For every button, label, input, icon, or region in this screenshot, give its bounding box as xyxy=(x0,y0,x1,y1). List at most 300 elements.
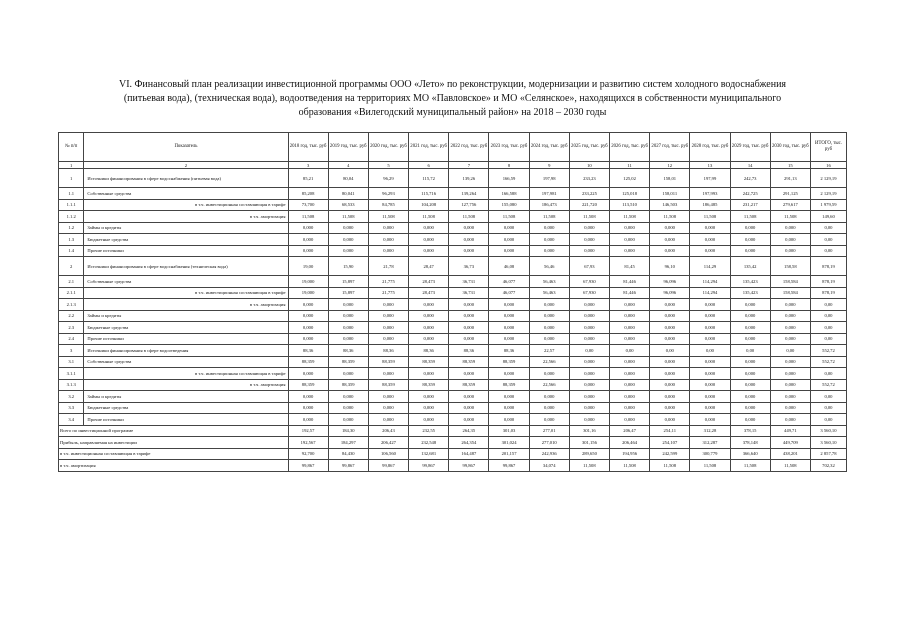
value-cell: 88,359 xyxy=(489,356,529,368)
value-cell: 0,000 xyxy=(368,322,408,334)
value-cell: 158,01 xyxy=(650,169,690,188)
table-row xyxy=(59,299,847,311)
table-row xyxy=(59,234,847,246)
value-cell: 0,000 xyxy=(610,222,650,234)
value-cell: 0,000 xyxy=(690,222,730,234)
row-indicator: Прочие источники xyxy=(84,245,288,257)
value-cell: 232,548 xyxy=(409,437,449,449)
value-cell: 88,359 xyxy=(368,379,408,391)
value-cell: 0,000 xyxy=(610,379,650,391)
table-row xyxy=(59,368,847,380)
value-cell: 0,000 xyxy=(288,299,328,311)
row-indicator: в т.ч. амортизация xyxy=(84,379,288,391)
value-cell: 11,508 xyxy=(770,211,810,223)
value-cell: 0,000 xyxy=(569,391,609,403)
value-cell: 96,29 xyxy=(368,169,408,188)
value-cell: 2 129,19 xyxy=(810,169,846,188)
value-cell: 0,000 xyxy=(730,322,770,334)
value-cell: 106,560 xyxy=(368,448,408,460)
value-cell: 115,72 xyxy=(409,169,449,188)
value-cell: 11,508 xyxy=(449,211,489,223)
value-cell: 0,000 xyxy=(529,333,569,345)
value-cell: 0,000 xyxy=(409,310,449,322)
value-cell: 158,58 xyxy=(770,257,810,276)
table-row xyxy=(59,356,847,368)
value-cell: 0,000 xyxy=(409,234,449,246)
value-cell: 99,867 xyxy=(449,460,489,472)
value-cell: 0,000 xyxy=(610,234,650,246)
value-cell: 88,359 xyxy=(288,379,328,391)
value-cell: 254,11 xyxy=(650,425,690,437)
value-cell: 164,487 xyxy=(449,448,489,460)
financial-plan-table xyxy=(58,132,847,472)
value-cell: 0,000 xyxy=(690,299,730,311)
value-cell: 0,000 xyxy=(489,222,529,234)
value-cell: 0,00 xyxy=(770,345,810,357)
value-cell: 312,28 xyxy=(690,425,730,437)
column-number: 5 xyxy=(368,162,408,169)
value-cell: 0,000 xyxy=(610,356,650,368)
value-cell: 11,508 xyxy=(569,211,609,223)
value-cell: 702,32 xyxy=(810,460,846,472)
value-cell: 81,446 xyxy=(610,276,650,288)
value-cell: 85,208 xyxy=(288,188,328,200)
value-cell: 0,000 xyxy=(328,299,368,311)
value-cell: 166,59 xyxy=(489,169,529,188)
value-cell: 0,000 xyxy=(770,368,810,380)
value-cell: 0,000 xyxy=(368,402,408,414)
value-cell: 0,000 xyxy=(569,333,609,345)
value-cell: 0,00 xyxy=(810,402,846,414)
value-cell: 81,446 xyxy=(610,287,650,299)
value-cell: 0,000 xyxy=(489,322,529,334)
row-number: 2.2 xyxy=(59,310,84,322)
value-cell: 88,359 xyxy=(328,379,368,391)
value-cell: 242,73 xyxy=(730,169,770,188)
value-cell: 34,074 xyxy=(529,460,569,472)
table-row xyxy=(59,245,847,257)
row-indicator: Бюджетные средства xyxy=(84,402,288,414)
table-row xyxy=(59,211,847,223)
value-cell: 0,000 xyxy=(409,245,449,257)
row-indicator: Займы и кредиты xyxy=(84,222,288,234)
value-cell: 0,000 xyxy=(368,368,408,380)
value-cell: 0,000 xyxy=(368,299,408,311)
table-row xyxy=(59,391,847,403)
value-cell: 0,00 xyxy=(810,245,846,257)
value-cell: 0,000 xyxy=(449,299,489,311)
value-cell: 184,30 xyxy=(328,425,368,437)
value-cell: 0,000 xyxy=(489,299,529,311)
value-cell: 0,000 xyxy=(328,414,368,426)
value-cell: 0,00 xyxy=(650,345,690,357)
column-header: 2022 год, тыс. руб xyxy=(449,133,489,162)
value-cell: 11,508 xyxy=(368,211,408,223)
column-number: 16 xyxy=(810,162,846,169)
value-cell: 99,867 xyxy=(409,460,449,472)
title-line-2: (питьевая вода), (техническая вода), водоотведения на территориях МО «Павловское» и МО «Селянское», находящихся в собственности муниципального xyxy=(123,93,782,104)
value-cell: 28,473 xyxy=(409,287,449,299)
value-cell: 11,508 xyxy=(409,211,449,223)
value-cell: 56,463 xyxy=(529,276,569,288)
value-cell: 264,35 xyxy=(449,425,489,437)
value-cell: 0,000 xyxy=(650,391,690,403)
value-cell: 301,03 xyxy=(489,425,529,437)
value-cell: 2 129,19 xyxy=(810,188,846,200)
value-cell: 0,000 xyxy=(489,310,529,322)
value-cell: 21,775 xyxy=(368,276,408,288)
table-row xyxy=(59,379,847,391)
value-cell: 0,000 xyxy=(770,234,810,246)
value-cell: 206,47 xyxy=(610,425,650,437)
value-cell: 0,000 xyxy=(730,414,770,426)
value-cell: 80,04 xyxy=(328,169,368,188)
value-cell: 277,01 xyxy=(529,425,569,437)
value-cell: 0,000 xyxy=(449,245,489,257)
value-cell: 114,29 xyxy=(690,257,730,276)
value-cell: 19,00 xyxy=(288,257,328,276)
value-cell: 88,359 xyxy=(449,379,489,391)
value-cell: 0,000 xyxy=(610,414,650,426)
value-cell: 0,000 xyxy=(770,299,810,311)
row-number: 1.1.1 xyxy=(59,199,84,211)
value-cell: 139,264 xyxy=(449,188,489,200)
value-cell: 0,000 xyxy=(449,222,489,234)
value-cell: 197,981 xyxy=(529,188,569,200)
value-cell: 0,000 xyxy=(328,245,368,257)
column-header: № п/п xyxy=(59,133,84,162)
value-cell: 0,000 xyxy=(650,414,690,426)
value-cell: 0,000 xyxy=(449,402,489,414)
value-cell: 88,359 xyxy=(489,379,529,391)
value-cell: 11,508 xyxy=(328,211,368,223)
table-row xyxy=(59,199,847,211)
table-row xyxy=(59,188,847,200)
value-cell: 0,000 xyxy=(409,402,449,414)
value-cell: 114,294 xyxy=(690,276,730,288)
value-cell: 0,000 xyxy=(529,402,569,414)
value-cell: 132,681 xyxy=(409,448,449,460)
table-row xyxy=(59,322,847,334)
value-cell: 67,93 xyxy=(569,257,609,276)
total-row xyxy=(59,437,847,449)
row-indicator: Прочие источники xyxy=(84,414,288,426)
value-cell: 0,000 xyxy=(288,402,328,414)
value-cell: 155,080 xyxy=(489,199,529,211)
value-cell: 300,779 xyxy=(690,448,730,460)
value-cell: 0,000 xyxy=(610,333,650,345)
value-cell: 0,000 xyxy=(529,414,569,426)
row-indicator: в т.ч. амортизация xyxy=(84,299,288,311)
column-number: 8 xyxy=(489,162,529,169)
value-cell: 0,000 xyxy=(569,356,609,368)
row-number: 1.1 xyxy=(59,188,84,200)
value-cell: 0,00 xyxy=(810,222,846,234)
total-row xyxy=(59,425,847,437)
value-cell: 158,584 xyxy=(770,276,810,288)
value-cell: 22,57 xyxy=(529,345,569,357)
value-cell: 99,867 xyxy=(288,460,328,472)
value-cell: 0,000 xyxy=(650,356,690,368)
value-cell: 0,000 xyxy=(328,222,368,234)
value-cell: 0,000 xyxy=(409,333,449,345)
value-cell: 11,508 xyxy=(650,460,690,472)
title-line-1: VI. Финансовый план реализации инвестиционной программы ООО «Лето» по реконструкции, модернизации и развитию систем холодного водоснабжения xyxy=(118,79,787,90)
row-number: 1 xyxy=(59,169,84,188)
value-cell: 11,508 xyxy=(610,460,650,472)
value-cell: 0,000 xyxy=(730,310,770,322)
value-cell: 277,010 xyxy=(529,437,569,449)
value-cell: 96,096 xyxy=(650,287,690,299)
value-cell: 231,217 xyxy=(730,199,770,211)
value-cell: 0,000 xyxy=(529,391,569,403)
row-indicator: Бюджетные средства xyxy=(84,322,288,334)
value-cell: 192,567 xyxy=(288,437,328,449)
value-cell: 0,000 xyxy=(610,368,650,380)
value-cell: 0,000 xyxy=(730,356,770,368)
value-cell: 0,000 xyxy=(650,234,690,246)
total-row xyxy=(59,460,847,472)
value-cell: 158,011 xyxy=(650,188,690,200)
column-header: 2023 год, тыс. руб xyxy=(489,133,529,162)
column-header: 2030 год, тыс. руб xyxy=(770,133,810,162)
value-cell: 366,640 xyxy=(730,448,770,460)
value-cell: 0,000 xyxy=(328,368,368,380)
table-row xyxy=(59,257,847,276)
value-cell: 15,897 xyxy=(328,287,368,299)
value-cell: 0,000 xyxy=(569,234,609,246)
value-cell: 135,42 xyxy=(730,257,770,276)
row-number: 2.1.3 xyxy=(59,299,84,311)
table-row xyxy=(59,276,847,288)
value-cell: 0,000 xyxy=(610,322,650,334)
value-cell: 0,000 xyxy=(610,402,650,414)
value-cell: 0,000 xyxy=(489,414,529,426)
value-cell: 146,503 xyxy=(650,199,690,211)
value-cell: 0,000 xyxy=(610,299,650,311)
value-cell: 0,000 xyxy=(650,333,690,345)
value-cell: 0,000 xyxy=(770,356,810,368)
value-cell: 0,000 xyxy=(650,310,690,322)
value-cell: 21,78 xyxy=(368,257,408,276)
value-cell: 0,000 xyxy=(690,368,730,380)
value-cell: 301,156 xyxy=(569,437,609,449)
value-cell: 80,041 xyxy=(328,188,368,200)
column-number: 12 xyxy=(650,162,690,169)
column-number: 10 xyxy=(569,162,609,169)
value-cell: 88,359 xyxy=(368,356,408,368)
value-cell: 0,000 xyxy=(770,379,810,391)
value-cell: 0,000 xyxy=(328,310,368,322)
column-header: 2020 год, тыс. руб xyxy=(368,133,408,162)
value-cell: 878,19 xyxy=(810,276,846,288)
value-cell: 0,000 xyxy=(288,310,328,322)
value-cell: 127,756 xyxy=(449,199,489,211)
value-cell: 232,55 xyxy=(409,425,449,437)
value-cell: 0,000 xyxy=(328,391,368,403)
value-cell: 0,00 xyxy=(730,345,770,357)
value-cell: 1 979,59 xyxy=(810,199,846,211)
value-cell: 242,936 xyxy=(529,448,569,460)
table-row xyxy=(59,310,847,322)
value-cell: 0,000 xyxy=(489,245,529,257)
value-cell: 99,867 xyxy=(368,460,408,472)
total-label: Прибыль, направляемая на инвестиции xyxy=(59,437,289,449)
value-cell: 88,36 xyxy=(328,345,368,357)
value-cell: 0,000 xyxy=(650,245,690,257)
column-number: 11 xyxy=(610,162,650,169)
value-cell: 135,423 xyxy=(730,287,770,299)
value-cell: 0,000 xyxy=(610,245,650,257)
value-cell: 46,077 xyxy=(489,287,529,299)
header-row xyxy=(59,133,847,162)
value-cell: 88,36 xyxy=(368,345,408,357)
value-cell: 84,430 xyxy=(328,448,368,460)
value-cell: 67,930 xyxy=(569,287,609,299)
value-cell: 56,463 xyxy=(529,287,569,299)
row-number: 3.1.1 xyxy=(59,368,84,380)
column-number: 3 xyxy=(288,162,328,169)
value-cell: 0,000 xyxy=(730,333,770,345)
value-cell: 186,473 xyxy=(529,199,569,211)
column-header: 2027 год, тыс. руб xyxy=(650,133,690,162)
value-cell: 0,000 xyxy=(569,222,609,234)
value-cell: 0,000 xyxy=(529,222,569,234)
value-cell: 0,000 xyxy=(449,368,489,380)
row-indicator: Собственные средства xyxy=(84,188,288,200)
value-cell: 92,700 xyxy=(288,448,328,460)
row-number: 1.2 xyxy=(59,222,84,234)
value-cell: 194,956 xyxy=(610,448,650,460)
value-cell: 115,716 xyxy=(409,188,449,200)
value-cell: 0,000 xyxy=(730,402,770,414)
value-cell: 197,993 xyxy=(690,188,730,200)
row-number: 1.3 xyxy=(59,234,84,246)
value-cell: 158,584 xyxy=(770,287,810,299)
row-indicator: в т.ч. инвестиционная составляющая в тарифе xyxy=(84,368,288,380)
row-indicator: Займы и кредиты xyxy=(84,310,288,322)
value-cell: 221,720 xyxy=(569,199,609,211)
value-cell: 0,000 xyxy=(368,245,408,257)
value-cell: 73,700 xyxy=(288,199,328,211)
value-cell: 0,000 xyxy=(690,391,730,403)
value-cell: 552,72 xyxy=(810,345,846,357)
row-indicator: Источники финансирования в сфере водоотведения xyxy=(84,345,288,357)
row-indicator: в т.ч. инвестиционная составляющая в тарифе xyxy=(84,287,288,299)
value-cell: 0,000 xyxy=(770,333,810,345)
row-indicator: в т.ч. амортизация xyxy=(84,211,288,223)
value-cell: 0,000 xyxy=(288,414,328,426)
column-header: Показатель xyxy=(84,133,288,162)
value-cell: 0,000 xyxy=(288,368,328,380)
value-cell: 11,508 xyxy=(529,211,569,223)
value-cell: 0,000 xyxy=(368,333,408,345)
value-cell: 81,45 xyxy=(610,257,650,276)
column-header: 2024 год, тыс. руб xyxy=(529,133,569,162)
value-cell: 11,508 xyxy=(610,211,650,223)
value-cell: 233,225 xyxy=(569,188,609,200)
value-cell: 0,000 xyxy=(690,379,730,391)
value-cell: 68,533 xyxy=(328,199,368,211)
value-cell: 88,359 xyxy=(409,379,449,391)
row-number: 3 xyxy=(59,345,84,357)
value-cell: 0,000 xyxy=(409,322,449,334)
total-label: в т.ч. амортизация xyxy=(59,460,289,472)
row-number: 2.1 xyxy=(59,276,84,288)
value-cell: 0,000 xyxy=(650,322,690,334)
value-cell: 28,473 xyxy=(409,276,449,288)
value-cell: 88,359 xyxy=(409,356,449,368)
value-cell: 0,000 xyxy=(409,299,449,311)
value-cell: 0,000 xyxy=(368,414,408,426)
column-header: 2025 год, тыс. руб xyxy=(569,133,609,162)
value-cell: 206,464 xyxy=(610,437,650,449)
value-cell: 0,000 xyxy=(650,299,690,311)
value-cell: 0,000 xyxy=(610,310,650,322)
document-title xyxy=(30,78,875,120)
value-cell: 0,000 xyxy=(690,333,730,345)
value-cell: 0,000 xyxy=(489,402,529,414)
value-cell: 11,508 xyxy=(569,460,609,472)
value-cell: 0,000 xyxy=(449,310,489,322)
value-cell: 878,19 xyxy=(810,257,846,276)
row-number: 3.4 xyxy=(59,414,84,426)
value-cell: 104,208 xyxy=(409,199,449,211)
value-cell: 312,287 xyxy=(690,437,730,449)
value-cell: 11,508 xyxy=(650,211,690,223)
value-cell: 11,508 xyxy=(730,460,770,472)
value-cell: 3 560,10 xyxy=(810,425,846,437)
row-indicator: Займы и кредиты xyxy=(84,391,288,403)
value-cell: 11,508 xyxy=(489,211,529,223)
value-cell: 0,000 xyxy=(288,245,328,257)
value-cell: 0,000 xyxy=(650,379,690,391)
value-cell: 0,000 xyxy=(569,322,609,334)
value-cell: 2 857,78 xyxy=(810,448,846,460)
value-cell: 36,731 xyxy=(449,287,489,299)
column-header: 2028 год, тыс. руб xyxy=(690,133,730,162)
value-cell: 206,43 xyxy=(368,425,408,437)
table-row xyxy=(59,287,847,299)
table-row xyxy=(59,222,847,234)
value-cell: 184,297 xyxy=(328,437,368,449)
value-cell: 11,508 xyxy=(770,460,810,472)
value-cell: 0,000 xyxy=(489,234,529,246)
value-cell: 0,000 xyxy=(569,310,609,322)
value-cell: 0,000 xyxy=(650,222,690,234)
value-cell: 0,00 xyxy=(810,322,846,334)
value-cell: 0,000 xyxy=(690,356,730,368)
value-cell: 19,000 xyxy=(288,287,328,299)
total-label: в т.ч. инвестиционная составляющая в тарифе xyxy=(59,448,289,460)
value-cell: 0,000 xyxy=(569,379,609,391)
value-cell: 0,000 xyxy=(529,310,569,322)
row-number: 3.3 xyxy=(59,402,84,414)
value-cell: 0,000 xyxy=(288,234,328,246)
value-cell: 0,000 xyxy=(770,322,810,334)
value-cell: 291,13 xyxy=(770,169,810,188)
column-number-row xyxy=(59,162,847,169)
value-cell: 0,000 xyxy=(489,368,529,380)
value-cell: 56,46 xyxy=(529,257,569,276)
value-cell: 0,000 xyxy=(569,299,609,311)
value-cell: 552,72 xyxy=(810,356,846,368)
value-cell: 0,000 xyxy=(690,322,730,334)
value-cell: 264,354 xyxy=(449,437,489,449)
value-cell: 0,000 xyxy=(328,234,368,246)
financial-plan-table-wrapper xyxy=(58,132,847,472)
value-cell: 378,15 xyxy=(730,425,770,437)
